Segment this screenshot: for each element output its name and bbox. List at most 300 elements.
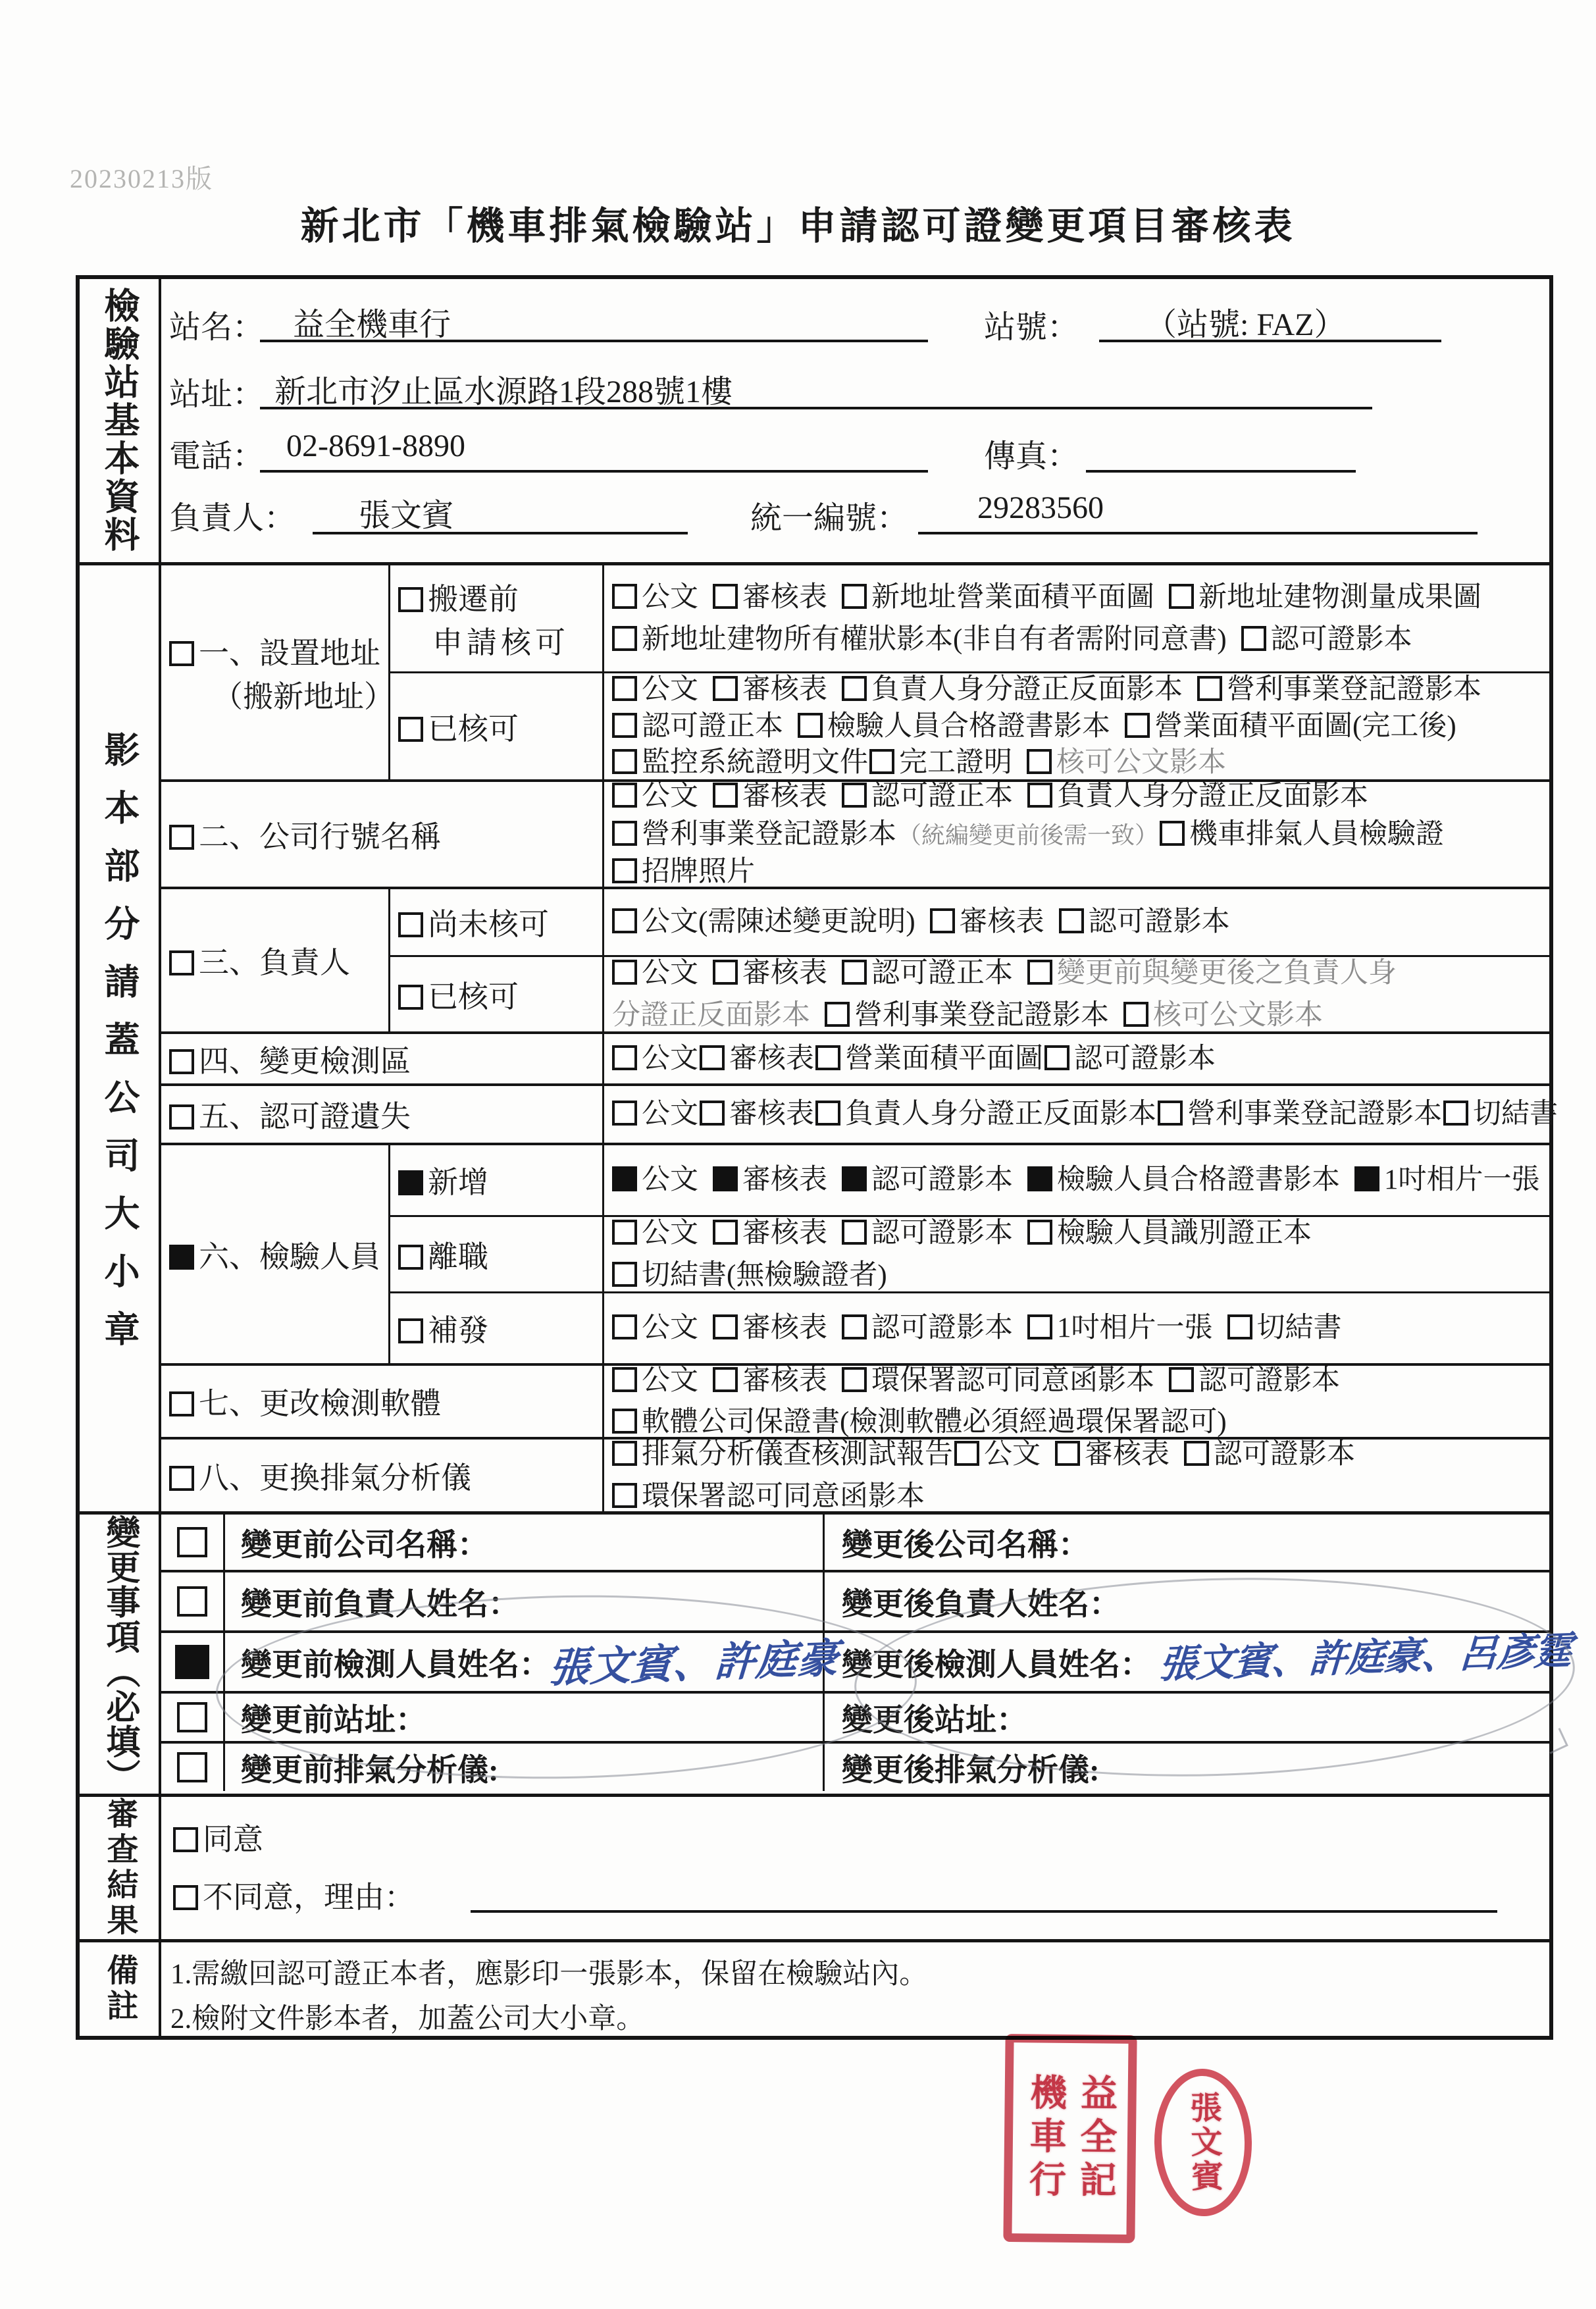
section-basic-info [80,279,1549,562]
item-label-text: 八、更換排氣分析儀 [199,1461,471,1495]
checkbox[interactable] [1123,1002,1148,1027]
checkbox[interactable] [177,1702,207,1732]
doc-line [612,856,1549,888]
item-label-text: 已核可 [428,712,519,746]
doc-item [954,1439,1041,1470]
section-notes-label: 備註 [80,1942,161,2036]
doc-item [842,1365,1154,1396]
section-review-label: 審查結果 [80,1797,161,1939]
doc-label: 認可證影本 [871,1218,1013,1249]
change-before-cell [225,1515,825,1570]
doc-line [612,818,1549,850]
phone-label: 電話： [169,439,265,474]
doc-label: 營業面積平面圖(完工後) [1154,710,1456,742]
doc-label: 切結書 [1473,1099,1558,1130]
checkbox[interactable] [1055,1441,1080,1466]
checkbox[interactable] [815,1101,840,1126]
doc-label: 公文 [642,1164,698,1196]
checkbox[interactable] [869,749,894,774]
checkbox[interactable] [798,713,823,738]
checkbox[interactable] [842,783,867,808]
notes-body [161,1942,1549,2036]
checkbox[interactable] [713,1314,738,1339]
doc-label: 認可證正本 [642,710,783,742]
item-label-text: 三、負責人 [199,946,350,979]
checkbox[interactable] [713,676,738,701]
doc-item [713,582,827,613]
item-label-text: 四、變更檢測區 [199,1044,411,1078]
checkbox[interactable] [825,1002,850,1027]
item-label-cell [161,1086,604,1143]
company-seal-column-left: 機車行 [1023,2073,1066,2204]
doc-label: 檢驗人員合格證書影本 [827,710,1110,742]
change-after-cell [825,1515,1549,1570]
checkbox[interactable] [1241,626,1266,651]
photocopy-row [161,1437,1549,1511]
agree-checkbox[interactable] [173,1827,198,1852]
checkbox[interactable] [612,1101,637,1126]
station-code-underline [1099,340,1441,342]
doc-item [1123,1000,1323,1031]
checkbox[interactable] [612,1262,637,1287]
checkbox[interactable] [713,1367,738,1392]
change-label: 變更前排氣分析儀: [241,1753,499,1788]
checkbox[interactable] [398,1318,423,1343]
change-checkbox-cell [161,1572,225,1630]
item-label-cell [161,1145,390,1363]
doc-item [1227,1312,1342,1343]
change-label: 變更後檢測人員姓名： [842,1647,1151,1682]
doc-line [612,1259,1549,1291]
doc-label: 審核表 [959,906,1044,938]
address-underline [260,407,1372,409]
checkbox[interactable] [1184,1441,1209,1466]
checkbox[interactable] [1027,1314,1052,1339]
doc-item [825,1000,1109,1031]
checkbox[interactable] [398,587,423,612]
doc-line [612,1164,1549,1196]
doc-label: 審核表 [1085,1439,1170,1470]
sub-rows [390,889,1549,1031]
change-label: 變更前檢測人員姓名： [241,1647,550,1682]
doc-item [612,856,755,887]
fax-label: 傳真： [984,439,1079,474]
doc-item [842,674,1183,705]
change-row [161,1628,1573,1692]
agree-label: 同意 [203,1823,263,1856]
doc-item [700,1043,814,1074]
item-label-cell [161,889,390,1031]
checkbox[interactable] [169,825,194,850]
tax-id-label: 統一編號： [750,501,909,536]
doc-item [1027,1312,1213,1343]
checkbox[interactable] [713,783,738,808]
checkbox[interactable] [700,1101,725,1126]
doc-label: 負責人身分證正反面影本 [871,674,1183,706]
doc-item [1059,906,1230,937]
item-label-text: 已核可 [428,979,519,1014]
form-table [76,275,1573,2040]
item-label-cell [390,1293,604,1363]
change-checkbox-cell [161,1515,225,1570]
change-after-cell [825,1694,1549,1741]
documents-cell [604,673,1549,779]
station-name-label: 站名： [169,310,265,345]
item-label-cell [390,673,604,779]
checkbox-checked[interactable] [398,1170,423,1195]
checkbox[interactable] [700,1045,725,1070]
doc-item [842,958,1013,989]
checkbox[interactable] [842,1314,867,1339]
item-label [169,1037,602,1081]
doc-item [612,1407,1227,1438]
review-body [161,1797,1549,1929]
doc-item [612,674,698,705]
checkbox-checked[interactable] [175,1645,209,1679]
change-label: 變更後排氣分析儀: [842,1753,1100,1788]
photocopy-row [161,779,1549,887]
doc-label: 切結書 [1256,1312,1342,1344]
item-label-cell [390,1217,604,1291]
doc-item [930,906,1044,937]
checkbox[interactable] [1169,1367,1194,1392]
doc-item [1241,624,1412,655]
checkbox[interactable] [612,1409,637,1434]
doc-line [612,1043,1549,1075]
checkbox[interactable] [612,908,637,933]
doc-item [1169,582,1481,613]
checkbox[interactable] [612,1367,637,1392]
checkbox[interactable] [612,1220,637,1245]
checkbox-checked[interactable] [842,1166,867,1191]
item-label [398,900,602,944]
checkbox-checked[interactable] [713,1166,738,1191]
checkbox[interactable] [169,1049,194,1074]
checkbox[interactable] [1443,1101,1468,1126]
section-review [80,1794,1549,1939]
checkbox[interactable] [177,1752,207,1782]
item-label [169,629,388,673]
doc-line [612,1480,1549,1513]
doc-item [1160,819,1444,850]
doc-item [1027,1164,1340,1195]
doc-label: 機車排氣人員檢驗證 [1189,818,1445,850]
change-rows [161,1515,1573,1794]
doc-item [869,747,1012,778]
doc-label: （統編變更前後需一致） [898,821,1159,848]
checkbox-checked[interactable] [612,1166,637,1191]
checkbox[interactable] [713,584,738,609]
checkbox[interactable] [612,676,637,701]
doc-item [612,958,698,989]
doc-label: 營利事業登記證影本 [642,818,896,850]
station-code-label: 站號： [984,310,1079,345]
sub-row [390,889,1549,955]
checkbox[interactable] [1158,1101,1183,1126]
change-before-cell [225,1633,840,1692]
item-label [169,1454,602,1497]
item-label [169,1233,388,1276]
checkbox[interactable] [612,783,637,808]
photocopy-rows [161,565,1558,1512]
personal-seal-text: 張文賓 [1185,2090,1222,2194]
documents-cell [604,1293,1549,1363]
item-label [398,705,602,748]
item-label-text-2: （搬新地址） [213,679,394,713]
checkbox[interactable] [612,713,637,738]
checkbox[interactable] [1059,908,1084,933]
documents-cell [604,1217,1549,1291]
item-label [169,1380,602,1423]
doc-label: 審核表 [742,781,827,812]
checkbox[interactable] [842,584,867,609]
change-after-cell [825,1572,1549,1630]
checkbox[interactable] [612,1314,637,1339]
checkbox[interactable] [612,960,637,985]
company-seal-stamp [1003,2034,1137,2243]
doc-label: 核可公文影本 [1153,999,1323,1031]
item-label-cell [161,782,604,887]
checkbox[interactable] [398,1245,423,1270]
checkbox[interactable] [398,717,423,742]
change-after-cell [825,1628,1573,1691]
change-label: 變更前公司名稱： [241,1528,488,1563]
checkbox[interactable] [842,1220,867,1245]
documents-cell [604,1440,1549,1511]
documents-cell [604,782,1549,887]
checkbox[interactable] [713,960,738,985]
photocopy-row [161,1143,1549,1363]
doc-label: 審核表 [729,1099,814,1130]
doc-label: 負責人身分證正反面影本 [845,1099,1156,1130]
doc-item [815,1043,1043,1074]
checkbox[interactable] [1027,749,1052,774]
photocopy-row [161,565,1549,779]
change-row [161,1570,1549,1630]
doc-label: 軟體公司保證書(檢測軟體必須經過環保署認可) [642,1407,1227,1438]
doc-item [713,1365,827,1396]
checkbox[interactable] [930,908,955,933]
doc-line [612,780,1549,812]
doc-label: 認可證影本 [871,1164,1013,1196]
checkbox[interactable] [1044,1045,1069,1070]
item-label-text: 五、認可證遺失 [199,1100,411,1133]
item-label-cell [161,1034,604,1083]
checkbox[interactable] [169,641,194,666]
phone-value: 02-8691-8890 [286,428,465,463]
change-label: 變更後負責人姓名： [842,1587,1120,1622]
doc-label: 新地址營業面積平面圖 [871,582,1154,613]
checkbox[interactable] [1197,676,1222,701]
change-label: 變更後站址： [842,1703,1027,1738]
doc-item [1158,1099,1442,1129]
doc-item [612,1099,698,1129]
checkbox[interactable] [177,1527,207,1557]
checkbox[interactable] [612,1441,637,1466]
photocopy-row [161,887,1549,1031]
handwritten-names: 張文賓、許庭豪、呂彥霆 [1158,1628,1573,1687]
doc-item [713,1312,827,1343]
doc-label: 認可證影本 [1198,1364,1340,1396]
documents-cell [604,1086,1558,1143]
doc-label: 認可證影本 [1214,1439,1355,1470]
doc-label: 1吋相片一張 [1057,1312,1213,1344]
checkbox[interactable] [1027,783,1052,808]
section-photocopy [80,562,1558,1512]
doc-item [612,624,1227,655]
photocopy-row [161,1031,1549,1083]
item-label [169,813,602,856]
doc-label: 審核表 [742,958,827,989]
doc-label: 公文 [642,1312,698,1344]
checkbox[interactable] [842,960,867,985]
doc-item [1027,1218,1312,1249]
photocopy-row [161,1083,1558,1143]
doc-label: 審核表 [742,1312,827,1344]
tax-id-underline [918,532,1478,534]
doc-item [1125,711,1456,742]
address-label: 站址： [169,377,265,412]
doc-item [713,958,827,989]
doc-label: 認可證影本 [1270,623,1412,655]
checkbox[interactable] [169,950,194,975]
disagree-checkbox[interactable] [173,1885,198,1910]
checkbox[interactable] [1227,1314,1252,1339]
change-label: 變更前站址： [241,1703,426,1738]
checkbox[interactable] [1027,960,1052,985]
doc-item [612,1260,887,1291]
doc-item [612,1481,925,1512]
item-label [398,575,602,619]
doc-line [612,581,1549,613]
checkbox[interactable] [1160,821,1185,846]
checkbox[interactable] [612,626,637,651]
doc-label: 環保署認可同意函影本 [642,1480,925,1512]
item-label [169,939,388,982]
checkbox[interactable] [713,1220,738,1245]
item-label-text: 搬遷前 [428,582,519,616]
doc-line [612,1438,1549,1470]
checkbox[interactable] [842,1367,867,1392]
doc-item [842,1164,1013,1195]
checkbox[interactable] [169,1466,194,1491]
checkbox[interactable] [612,821,637,846]
doc-line [612,1364,1549,1397]
doc-label: 營利事業登記證影本 [1227,674,1481,706]
doc-label: 監控系統證明文件 [642,747,868,779]
checkbox[interactable] [177,1586,207,1617]
item-label-text: 一、設置地址 [199,636,380,670]
doc-item [1354,1164,1540,1195]
checkbox[interactable] [169,1104,194,1129]
doc-item [612,747,868,778]
doc-item [612,819,896,850]
doc-item [700,1099,814,1129]
item-label-text: 六、檢驗人員 [199,1239,380,1274]
documents-cell [604,957,1549,1031]
doc-item [713,781,827,812]
doc-item [898,822,1158,848]
item-label [169,1093,602,1136]
doc-item [612,1312,698,1343]
doc-item [1044,1043,1216,1074]
doc-label: 新地址建物所有權狀影本(非自有者需附同意書) [642,623,1227,655]
doc-item [612,1000,810,1031]
doc-label: 切結書(無檢驗證者) [642,1259,887,1291]
doc-label: 公文 [642,1218,698,1249]
item-label-text: 補發 [428,1313,488,1347]
documents-cell [604,1034,1549,1083]
checkbox[interactable] [954,1441,979,1466]
change-after-cell [825,1744,1549,1791]
checkbox[interactable] [612,1483,637,1508]
item-label [398,973,602,1016]
change-row [161,1691,1549,1741]
doc-line [612,1217,1549,1249]
doc-item [612,1218,698,1249]
phone-underline [260,470,928,473]
checkbox[interactable] [398,985,423,1010]
note-line-2: 2.檢附文件影本者，加蓋公司大小章。 [170,2004,645,2035]
doc-label: 審核表 [742,1218,827,1249]
doc-label: 營利事業登記證影本 [1187,1099,1442,1130]
checkbox[interactable] [815,1045,840,1070]
checkbox[interactable] [1027,1220,1052,1245]
doc-label: 審核表 [742,582,827,613]
documents-cell [604,889,1549,955]
doc-item [842,1218,1013,1249]
sub-row [390,565,1549,671]
checkbox[interactable] [169,1391,194,1416]
checkbox[interactable] [842,676,867,701]
checkbox[interactable] [612,858,637,883]
doc-item [1169,1365,1340,1396]
doc-item [1027,781,1368,812]
checkbox[interactable] [612,584,637,609]
doc-label: 檢驗人員合格證書影本 [1057,1164,1340,1196]
change-label: 變更前負責人姓名： [241,1587,519,1622]
checkbox-checked[interactable] [1027,1166,1052,1191]
item-label-cell [390,889,604,955]
station-code-value: （站號: FAZ） [1145,307,1346,342]
documents-cell [604,565,1549,671]
doc-item [842,781,1013,812]
checkbox[interactable] [612,749,637,774]
checkbox-checked[interactable] [169,1245,194,1270]
doc-label: 公文 [642,1364,698,1396]
item-label-text: 新增 [428,1166,488,1200]
item-label-cell [161,1440,604,1511]
station-name-value: 益全機車行 [293,307,451,342]
checkbox[interactable] [612,1045,637,1070]
item-label-text: 七、更改檢測軟體 [199,1387,441,1420]
checkbox-checked[interactable] [1354,1166,1379,1191]
owner-value: 張文賓 [359,498,454,533]
doc-line [612,906,1549,938]
doc-label: 審核表 [742,674,827,706]
documents-cell [604,1366,1549,1437]
section-basic-label: 檢驗站基本資料 [80,279,161,562]
doc-label: 公文 [642,958,698,989]
checkbox[interactable] [1169,584,1194,609]
sub-row [390,1145,1549,1215]
change-before-cell [225,1694,825,1741]
checkbox[interactable] [1125,713,1150,738]
checkbox[interactable] [398,912,423,937]
doc-label: 環保署認可同意函影本 [871,1364,1154,1396]
doc-item [612,1043,698,1074]
item-label-cell [161,565,394,779]
